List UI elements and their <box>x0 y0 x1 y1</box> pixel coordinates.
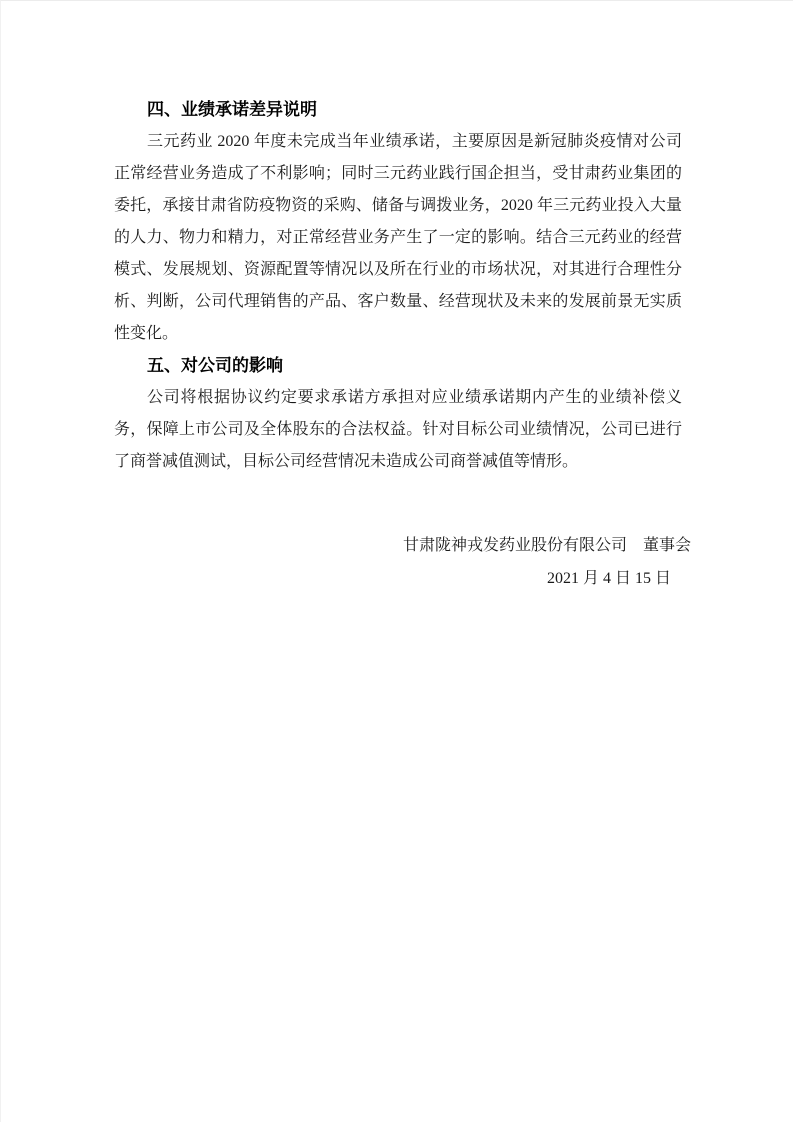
section-paragraph-performance-commitment-difference: 三元药业 2020 年度未完成当年业绩承诺，主要原因是新冠肺炎疫情对公司正常经营业务造成了不利影响；同时三元药业践行国企担当，受甘肃药业集团的委托，承接甘肃省防疫物资的采购、储备与调拨业务，2020 年三元药业投入大量的人力、物力和精力，对正常经营业务产生了一定的影响。结合三元药业的经营模式、发展规划、资源配置等情况以及所在行业的市场状况，对其进行合理性分析、判断，公司代理销售的产品、客户数量、经营现状及未来的发展前景无实质性变化。 <box>114 133 682 342</box>
signature-block <box>114 529 691 595</box>
signature-date: 2021 月 4 日 15 日 <box>546 570 671 587</box>
signature-company-board: 甘肃陇神戎发药业股份有限公司 董事会 <box>402 537 691 554</box>
section-paragraph-impact-on-company: 公司将根据协议约定要求承诺方承担对应业绩承诺期内产生的业绩补偿义务，保障上市公司及全体股东的合法权益。针对目标公司业绩情况，公司已进行了商誉减值测试，目标公司经营情况未造成公司商誉减值等情形。 <box>114 389 682 470</box>
section-heading-impact-on-company: 五、对公司的影响 <box>147 356 283 375</box>
document-content <box>114 94 691 595</box>
section-heading-performance-commitment-difference: 四、业绩承诺差异说明 <box>147 100 317 119</box>
